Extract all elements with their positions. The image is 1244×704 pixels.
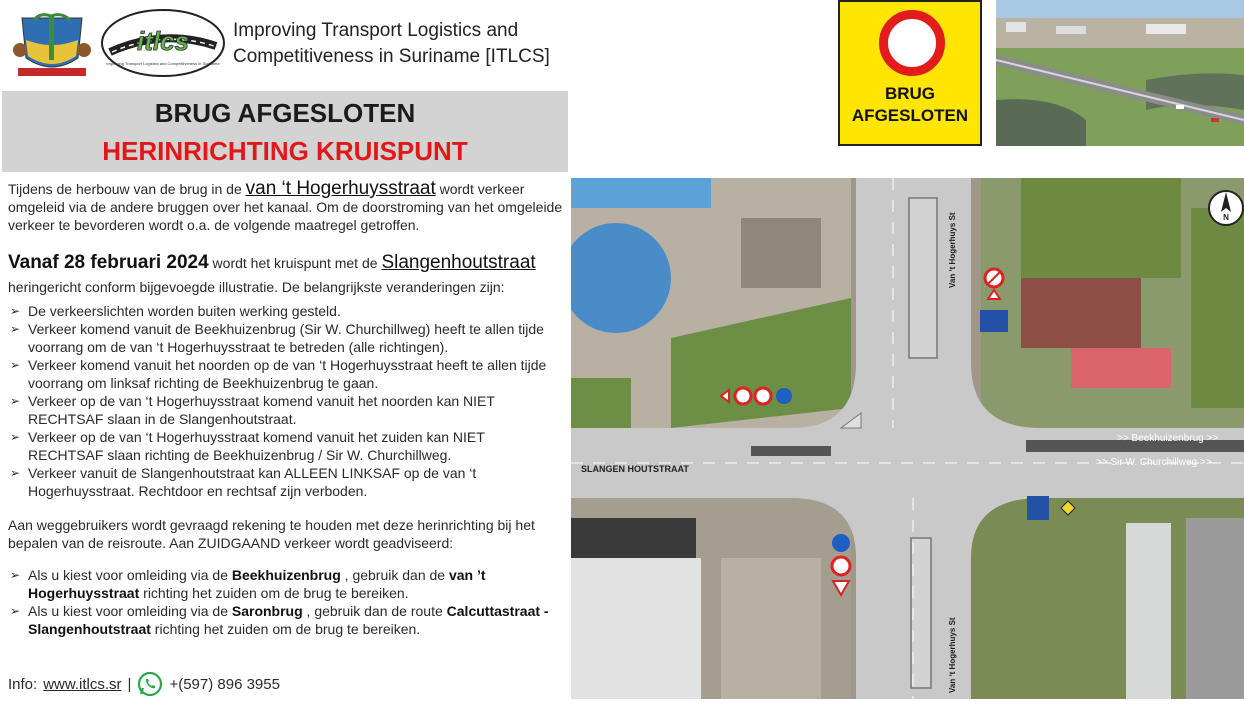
- no-right-turn-sign-icon: [985, 269, 1003, 287]
- org-title-line2: Competitiveness in Suriname [ITLCS]: [233, 46, 550, 67]
- advice-paragraph: Aan weggebruikers wordt gevraagd rekening te houden met deze herinrichting bij het bepalen van de reisroute. Aan ZUIDGAAND verkeer wordt geadviseerd:: [8, 517, 535, 551]
- road-label-hogerhuys-south: Van ‘t Hogerhuys St: [948, 617, 957, 693]
- intro-paragraph: [8, 180, 568, 234]
- phone-number[interactable]: +(597) 896 3955: [169, 675, 280, 693]
- list-item: ➢ De verkeerslichten worden buiten werking gesteld.: [8, 302, 563, 320]
- route-options-list: [8, 566, 563, 638]
- mandatory-direction-sign-icon: [832, 534, 850, 552]
- whatsapp-icon: [137, 671, 163, 697]
- intersection-illustration: [571, 178, 1244, 699]
- sign-text-line2: AFGESLOTEN: [851, 106, 969, 125]
- list-item: ➢ Verkeer komend vanuit het noorden op de van ‘t Hogerhuysstraat heeft te allen tijde voorrang om linksaf richting de Beekhuizenbrug te gaan.: [8, 356, 563, 392]
- org-title-line1: Improving Transport Logistics and: [233, 20, 519, 41]
- direction-sign-icon: [980, 310, 1008, 332]
- list-item: ➢ Verkeer komend vanuit de Beekhuizenbrug (Sir W. Churchillweg) heeft te allen tijde voorrang om de van ‘t Hogerhuysstraat te betreden (alle richtingen).: [8, 320, 563, 356]
- compass-label: N: [1223, 213, 1229, 222]
- direction-sign-east-icon: [1027, 496, 1049, 520]
- logo-wordmark: itlcs: [136, 26, 190, 56]
- footer-contact: [8, 671, 280, 697]
- logo-tagline: Improving Transport Logistics and Competitiveness in Suriname: [106, 61, 220, 66]
- list-item: ➢ Verkeer vanuit de Slangenhoutstraat kan ALLEEN LINKSAF op de van ‘t Hogerhuysstraat. Rechtdoor en rechtsaf zijn verboden.: [8, 464, 563, 500]
- list-item: ➢ Verkeer op de van ‘t Hogerhuysstraat komend vanuit het noorden kan NIET RECHTSAF slaan in de Slangenhoutstraat.: [8, 392, 563, 428]
- info-label: Info:: [8, 675, 38, 693]
- sign-text-line1: BRUG: [884, 84, 936, 103]
- road-label-churchill: >> Sir W. Churchillweg >>: [1096, 457, 1212, 468]
- date-line: [8, 254, 568, 272]
- intersection-map: [571, 178, 1244, 699]
- list-item: ➢ Verkeer op de van ‘t Hogerhuysstraat komend vanuit het zuiden kan NIET RECHTSAF slaan richting de Beekhuizenbrug / Sir W. Churchillweg.: [8, 428, 563, 464]
- intro-text-1: Tijdens de herbouw van de brug in de: [8, 181, 246, 197]
- title-subtitle: HERINRICHTING KRUISPUNT: [102, 136, 468, 166]
- bridge-aerial-photo: [996, 0, 1244, 146]
- road-label-beekhuizen: >> Beekhuizenbrug >>: [1117, 433, 1219, 444]
- bridge-closed-sign: [838, 0, 982, 146]
- no-entry-circle-icon: [879, 10, 945, 76]
- organization-title: [233, 18, 563, 70]
- list-item: ➢ Als u kiest voor omleiding via de Beekhuizenbrug , gebruik dan de van ’t Hogerhuysstraat richting het zuiden om de brug te bereiken.: [8, 566, 563, 602]
- title-main: BRUG AFGESLOTEN: [154, 98, 416, 128]
- intro-text-2: wordt verkeer omgeleid via de andere bruggen over het kanaal. Om de doorstroming van het omgeleide verkeer te bevorderen wordt o.a. de volgende maatregel getroffen.: [8, 181, 563, 233]
- website-link[interactable]: www.itlcs.sr: [43, 675, 122, 693]
- date-middle-text: wordt het kruispunt met de: [208, 255, 382, 271]
- changes-list: [8, 302, 563, 500]
- date-subline: heringericht conform bijgevoegde illustratie. De belangrijkste veranderingen zijn:: [8, 279, 505, 295]
- no-right-turn-sign-south-icon: [832, 557, 850, 575]
- no-turn-sign-2-icon: [755, 388, 771, 404]
- intro-street: van ‘t Hogerhuysstraat: [245, 178, 436, 199]
- itlcs-logo: [100, 8, 226, 78]
- road-label-slangenhout: SLANGEN HOUTSTRAAT: [581, 464, 689, 474]
- date-street: Slangenhoutstraat: [381, 252, 536, 273]
- road-label-hogerhuys-north: Van ‘t Hogerhuys St: [948, 212, 957, 288]
- separator: |: [127, 675, 132, 693]
- no-turn-sign-icon: [735, 388, 751, 404]
- effective-date: Vanaf 28 februari 2024: [8, 252, 209, 273]
- suriname-coat-of-arms: [12, 10, 92, 78]
- mandatory-left-sign-icon: [776, 388, 792, 404]
- list-item: ➢ Als u kiest voor omleiding via de Saronbrug , gebruik dan de route Calcuttastraat - Slangenhoutstraat richting het zuiden om de brug te bereiken.: [8, 602, 563, 638]
